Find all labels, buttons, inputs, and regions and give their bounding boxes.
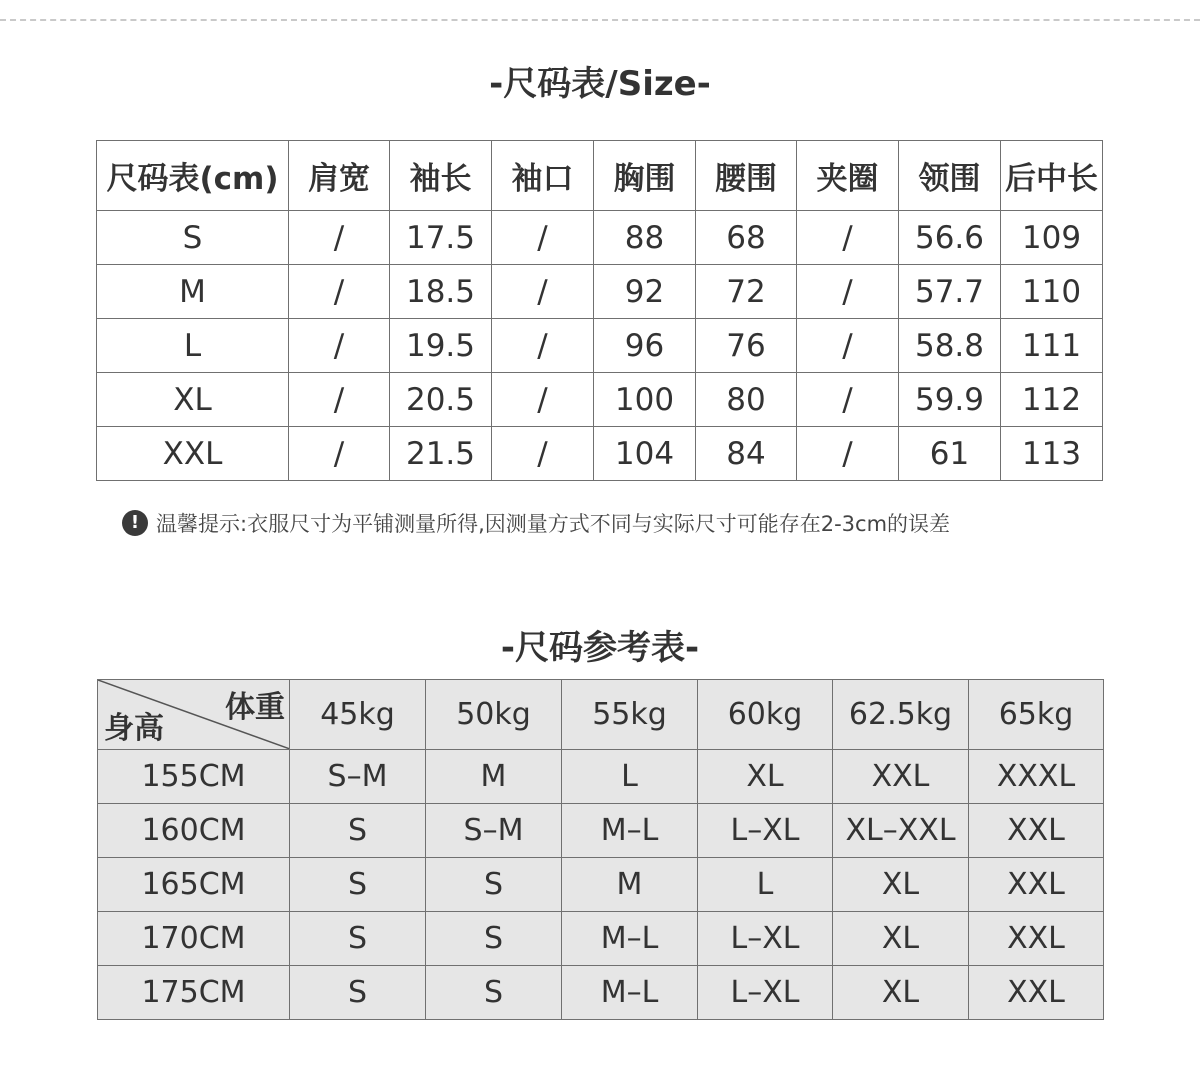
table-cell: / xyxy=(289,265,390,319)
table-cell: 76 xyxy=(696,319,797,373)
table-cell: L–XL xyxy=(698,912,833,966)
table-cell: S xyxy=(290,966,426,1020)
table-cell: 21.5 xyxy=(390,427,492,481)
table-cell: S xyxy=(290,804,426,858)
table-cell: 100 xyxy=(594,373,696,427)
table-cell: XXL xyxy=(833,750,969,804)
table-cell: 58.8 xyxy=(899,319,1001,373)
table-cell: M–L xyxy=(562,966,698,1020)
table-row xyxy=(97,265,1103,319)
table-row xyxy=(98,750,1104,804)
table-cell: 104 xyxy=(594,427,696,481)
table-cell: S–M xyxy=(290,750,426,804)
table-cell: 92 xyxy=(594,265,696,319)
table-cell: S xyxy=(426,912,562,966)
table-cell: 68 xyxy=(696,211,797,265)
table-cell: L–XL xyxy=(698,804,833,858)
height-cell: 175CM xyxy=(98,966,290,1020)
table-cell: 61 xyxy=(899,427,1001,481)
header-cell: 尺码表(cm) xyxy=(97,141,289,211)
table-cell: 80 xyxy=(696,373,797,427)
weight-header-cell: 50kg xyxy=(426,680,562,750)
table-cell: XXL xyxy=(97,427,289,481)
corner-cell xyxy=(98,680,290,750)
table-cell: 72 xyxy=(696,265,797,319)
table-cell: 110 xyxy=(1001,265,1103,319)
reference-header-row xyxy=(98,680,1104,750)
table-cell: 20.5 xyxy=(390,373,492,427)
height-cell: 170CM xyxy=(98,912,290,966)
table-cell: / xyxy=(797,427,899,481)
dashed-divider xyxy=(0,19,1200,21)
table-cell: XL xyxy=(698,750,833,804)
header-cell: 夹圈 xyxy=(797,141,899,211)
weight-header-cell: 60kg xyxy=(698,680,833,750)
table-cell: S xyxy=(290,858,426,912)
table-cell: XXL xyxy=(969,804,1104,858)
table-cell: 18.5 xyxy=(390,265,492,319)
weight-header-cell: 55kg xyxy=(562,680,698,750)
table-cell: XXXL xyxy=(969,750,1104,804)
table-cell: S–M xyxy=(426,804,562,858)
table-cell: XXL xyxy=(969,912,1104,966)
height-cell: 160CM xyxy=(98,804,290,858)
table-row xyxy=(97,211,1103,265)
header-cell: 胸围 xyxy=(594,141,696,211)
table-cell: 113 xyxy=(1001,427,1103,481)
table-cell: / xyxy=(492,373,594,427)
table-cell: 57.7 xyxy=(899,265,1001,319)
table-cell: 88 xyxy=(594,211,696,265)
table-cell: M–L xyxy=(562,804,698,858)
weight-header-cell: 45kg xyxy=(290,680,426,750)
table-cell: 109 xyxy=(1001,211,1103,265)
table-cell: 19.5 xyxy=(390,319,492,373)
table-cell: / xyxy=(492,265,594,319)
table-cell: / xyxy=(492,211,594,265)
table-cell: M–L xyxy=(562,912,698,966)
table-cell: 112 xyxy=(1001,373,1103,427)
table-row xyxy=(98,858,1104,912)
weight-header-cell: 62.5kg xyxy=(833,680,969,750)
weight-axis-label: 体重 xyxy=(225,690,285,725)
table-row xyxy=(98,912,1104,966)
size-table xyxy=(96,140,1103,481)
header-cell: 领围 xyxy=(899,141,1001,211)
height-cell: 155CM xyxy=(98,750,290,804)
table-cell: XL xyxy=(833,912,969,966)
table-row xyxy=(97,373,1103,427)
table-cell: 111 xyxy=(1001,319,1103,373)
header-cell: 肩宽 xyxy=(289,141,390,211)
table-row xyxy=(98,804,1104,858)
header-cell: 后中长 xyxy=(1001,141,1103,211)
table-cell: S xyxy=(290,912,426,966)
size-table-header-row xyxy=(97,141,1103,211)
table-cell: / xyxy=(797,211,899,265)
table-cell: 59.9 xyxy=(899,373,1001,427)
table-cell: L xyxy=(97,319,289,373)
table-cell: L xyxy=(698,858,833,912)
table-cell: XL xyxy=(833,858,969,912)
table-cell: M xyxy=(97,265,289,319)
header-cell: 袖长 xyxy=(390,141,492,211)
table-cell: 17.5 xyxy=(390,211,492,265)
table-cell: S xyxy=(426,858,562,912)
height-cell: 165CM xyxy=(98,858,290,912)
table-cell: XL xyxy=(97,373,289,427)
measurement-notice xyxy=(122,508,950,538)
table-row xyxy=(97,319,1103,373)
table-cell: XXL xyxy=(969,966,1104,1020)
table-cell: L xyxy=(562,750,698,804)
table-cell: / xyxy=(289,373,390,427)
table-cell: / xyxy=(797,373,899,427)
notice-text: 温馨提示:衣服尺寸为平铺测量所得,因测量方式不同与实际尺寸可能存在2-3cm的误差 xyxy=(156,512,951,536)
header-cell: 袖口 xyxy=(492,141,594,211)
weight-header-cell: 65kg xyxy=(969,680,1104,750)
table-cell: / xyxy=(289,211,390,265)
table-cell: L–XL xyxy=(698,966,833,1020)
size-table-title: -尺码表/Size- xyxy=(489,64,711,104)
header-cell: 腰围 xyxy=(696,141,797,211)
table-cell: S xyxy=(97,211,289,265)
table-cell: / xyxy=(797,265,899,319)
table-cell: M xyxy=(426,750,562,804)
table-cell: / xyxy=(797,319,899,373)
exclamation-circle-icon: ! xyxy=(122,510,148,536)
table-cell: / xyxy=(289,319,390,373)
table-cell: XXL xyxy=(969,858,1104,912)
table-cell: 84 xyxy=(696,427,797,481)
reference-table-title: -尺码参考表- xyxy=(500,628,700,668)
size-reference-table xyxy=(97,679,1104,1020)
table-cell: / xyxy=(492,427,594,481)
table-cell: XL xyxy=(833,966,969,1020)
table-cell: / xyxy=(492,319,594,373)
table-cell: / xyxy=(289,427,390,481)
table-cell: 96 xyxy=(594,319,696,373)
table-row xyxy=(98,966,1104,1020)
table-cell: 56.6 xyxy=(899,211,1001,265)
height-axis-label: 身高 xyxy=(104,711,164,746)
table-cell: S xyxy=(426,966,562,1020)
table-cell: M xyxy=(562,858,698,912)
table-row xyxy=(97,427,1103,481)
table-cell: XL–XXL xyxy=(833,804,969,858)
